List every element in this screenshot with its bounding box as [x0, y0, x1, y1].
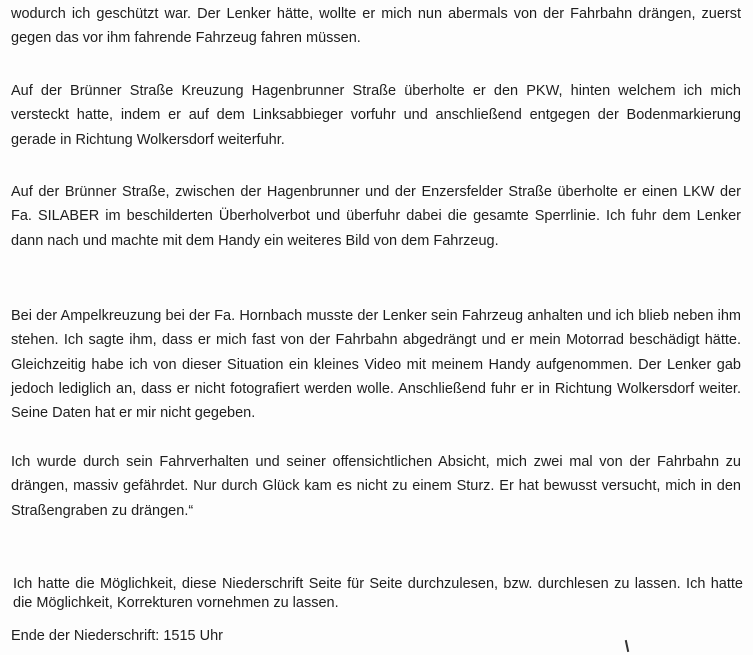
paragraph-3: Auf der Brünner Straße, zwischen der Hagenbrunner und der Enzersfelder Straße überholte er einen LKW der Fa. SILABER im beschilderten Überholverbot und überfuhr dabei die gesamte Sperrlinie. Ich fuhr dem Lenker dann nach und machte mit dem Handy ein weiteres Bild von dem Fahrzeug. — [11, 184, 741, 249]
closing-line: Ende der Niederschrift: 1515 Uhr — [11, 628, 223, 644]
paragraph-1: wodurch ich geschützt war. Der Lenker hätte, wollte er mich nun abermals von der Fahrbahn drängen, zuerst gegen das vor ihm fahrende Fahrzeug fahren müssen. — [11, 6, 741, 47]
paragraph-5: Ich wurde durch sein Fahrverhalten und seiner offensichtlichen Absicht, mich zwei mal von der Fahrbahn zu drängen, massiv gefährdet. Nur durch Glück kam es nicht zu einem Sturz. Er hat bewusst versucht, mich in den Straßengraben zu drängen.“ — [11, 454, 741, 519]
paragraph-6: Ich hatte die Möglichkeit, diese Niederschrift Seite für Seite durchzulesen, bzw. durchlesen zu lassen. Ich hatte die Möglichkeit, Korrekturen vornehmen zu lassen. — [13, 576, 743, 611]
paragraph-2: Auf der Brünner Straße Kreuzung Hagenbrunner Straße überholte er den PKW, hinten welchem ich mich versteckt hatte, indem er auf dem Linksabbieger vorfuhr und anschließend entgegen der Bodenmarkierung gerade in Richtung Wolkersdorf weiterfuhr. — [11, 83, 741, 148]
paragraph-4: Bei der Ampelkreuzung bei der Fa. Hornbach musste der Lenker sein Fahrzeug anhalten und ich blieb neben ihm stehen. Ich sagte ihm, dass er mich fast von der Fahrbahn abgedrängt und er mein Motorrad beschädigt hätte. Gleichzeitig habe ich von dieser Situation ein kleines Video mit meinem Handy aufgenommen. Der Lenker gab jedoch lediglich an, dass er nicht fotografiert werden wolle. Anschließend fuhr er in Richtung Wolkersdorf weiter. Seine Daten hat er mir nicht gegeben. — [11, 308, 741, 422]
